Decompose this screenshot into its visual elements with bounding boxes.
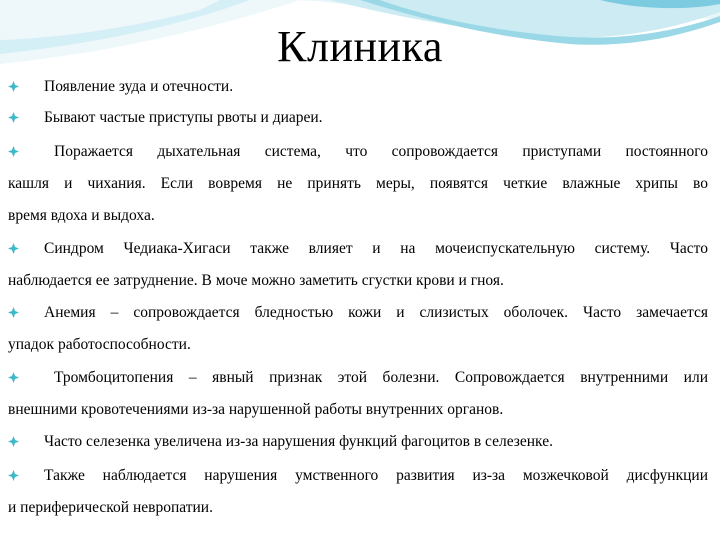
bullet-4-line-1: Синдром Чедиака-Хигаси также влияет и на мочеиспускательную систему. Часто — [44, 240, 708, 257]
bullet-marker-icon — [8, 470, 19, 481]
bullet-marker-icon — [8, 81, 19, 92]
bullet-2-line-1: Бывают частые приступы рвоты и диареи. — [44, 109, 323, 126]
bullet-marker-icon — [8, 112, 19, 123]
bullet-marker-icon — [8, 307, 19, 318]
bullet-marker-icon — [8, 146, 19, 157]
bullet-marker-icon — [8, 436, 19, 447]
bullet-1-line-1: Появление зуда и отечности. — [44, 78, 234, 95]
bullet-4-line-2: наблюдается ее затруднение. В моче можно заметить сгустки крови и гноя. — [8, 272, 504, 289]
bullet-5-line-2: упадок работоспособности. — [8, 336, 191, 353]
bullet-3-line-2: кашля и чихания. Если вовремя не принять меры, появятся четкие влажные хрипы во — [8, 175, 708, 192]
bullet-8-line-1: Также наблюдается нарушения умственного развития из-за мозжечковой дисфункции — [44, 467, 708, 484]
bullet-5-line-1: Анемия – сопровождается бледностью кожи и слизистых оболочек. Часто замечается — [44, 304, 708, 321]
bullet-7-line-1: Часто селезенка увеличена из-за нарушения функций фагоцитов в селезенке. — [44, 433, 553, 450]
bullet-marker-icon — [8, 243, 19, 254]
slide-title: Клиника — [277, 22, 443, 71]
bullet-3-line-1: Поражается дыхательная система, что сопровождается приступами постоянного — [54, 143, 708, 160]
bullet-3-line-3: время вдоха и выдоха. — [8, 207, 155, 224]
bullet-6-line-2: внешними кровотечениями из-за нарушенной работы внутренних органов. — [8, 401, 504, 418]
bullet-8-line-2: и периферической невропатии. — [8, 499, 213, 516]
bullet-6-line-1: Тромбоцитопения – явный признак этой болезни. Сопровождается внутренними или — [54, 369, 708, 386]
bullet-marker-icon — [8, 372, 19, 383]
